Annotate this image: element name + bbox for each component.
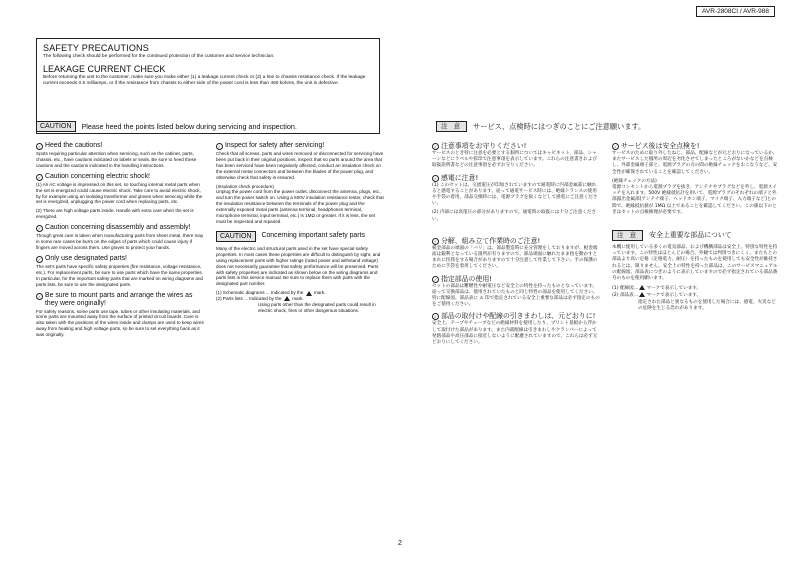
circle-check-icon: ✓ (433, 238, 438, 244)
paragraph: (2) 内部には高電圧の部分がありますので、通電時の取扱には十分ご注意ください。 (432, 210, 597, 222)
circle-check-icon: ✓ (37, 144, 42, 149)
paragraph-title: (Insulation check procedure) (216, 183, 274, 189)
caution-text: Please heed the points listed below during servicing and inspection. (81, 122, 297, 131)
list-item (612, 292, 780, 299)
caution-badge: CAUTION (216, 231, 256, 242)
paragraph: Though great care is taken when manufacturing parts from sheet metal, there may in some rare cases be burrs on the edges of parts which could cause injury if fingers are moved across them. Use gloves to protect your hands. (36, 233, 204, 250)
paragraph: The set's parts have specific safety properties (fire resistance, voltage resistance, etc.). For replacement parts, be sure to use parts which have the same properties. In particular, for the important safety parts that are marked on wiring diagrams and parts lists, be sure to use the designated parts. (36, 263, 203, 287)
circle-check-icon: ✓ (613, 144, 618, 149)
list-text: マークで表示しています。 (646, 293, 702, 299)
heading: 分解、組み立て作業時のご注意! (441, 236, 541, 245)
heading: Only use designated parts! (45, 254, 127, 262)
list-text: mark. (292, 296, 304, 302)
leakage-title: LEAKAGE CURRENT CHECK (43, 64, 166, 75)
paragraph: 指定された部品と異なるものを使用した場合には、感電、火災などの危険を生じる恐れがあります。 (638, 299, 776, 311)
safety-title: SAFETY PRECAUTIONS (43, 43, 149, 53)
list-item (612, 285, 780, 292)
paragraph: (2) There are high voltage parts inside. Handle with extra care when the set is energized. (36, 208, 194, 220)
leakage-text: Before returning the unit to the customer, make sure you make either (1) a leakage current check or (2) a line to chassis resistance check. If the leakage current exceeds 0.5 milliamps, or if the resistance from chassis to either side of the power cord is less than 460 kohms, the unit is defective. (43, 75, 366, 87)
list-text: (2) 部品表… (612, 293, 639, 299)
warning-triangle-icon (639, 285, 645, 290)
middle-column (216, 138, 384, 317)
jp-column-1 (432, 138, 600, 349)
heading: Inspect for safety after servicing! (225, 142, 325, 149)
list-text: マークで表示しています。 (646, 286, 702, 292)
safety-precautions-box (36, 38, 380, 134)
paragraph: (1) An AC voltage is impressed on this set, so touching internal metal parts when the set is energized could cause electric shock. Take care to avoid electric shock, by for example using an isolating transformer and gloves when servicing while the set is energized, unplugging the power cord when replacing parts, etc. (36, 181, 203, 205)
warning-triangle-icon (284, 296, 290, 301)
paragraph: Spots requiring particular attention when servicing, such as the cabinet, parts, chassis, etc., have cautions indicated on labels or seals. Be sure to heed these cautions and the cautions indicated in the handling instructions. (36, 151, 197, 168)
caution-badge: CAUTION (36, 121, 76, 132)
circle-check-icon: ✓ (37, 174, 42, 180)
paragraph: For safety reasons, some parts use tape, tubes or other insulating materials, and some parts are mounted away from the surface of printed circuit boards. Care is also taken with the positions of the wires inside and clamps are used to keep wires away from heating and high voltage parts, so be sure to set everything back as it was originally. (36, 308, 204, 338)
jp-important-parts-header (612, 230, 780, 241)
paragraph: セットの部品は難燃性や耐電圧など安全上の特性を持ったものとなっています。従って交換部品は、使用されていたものと同じ特性の部品を使用してください。特に配線図、部品表に ⚠ 印で指定されている安全上重要な部品は必ず指定のものをご使用ください。 (432, 283, 600, 308)
model-label: AVR-2808CI / AVR-988 (696, 6, 775, 17)
safety-intro: The following check should be performed for the continued protection of the customer and service technician. (43, 54, 275, 59)
paragraph: 電源コンセントから電源プラグを抜き、アンテナやプラグなどを外し、電源スイッチを入れます。500V 絶縁抵抗計を用いて、電源プラグのそれぞれの端子と外部露出金属部[アンテナ端子、ヘッドホン端子、マイク端子、入力端子など]との間で、絶縁抵抗値が 1MΩ 以上であることを確認してください。この値以下のときはセットの点検修理が必要です。 (612, 185, 777, 215)
circle-check-icon: ✓ (37, 226, 42, 232)
circle-check-icon: ✓ (433, 175, 438, 181)
warning-triangle-icon (639, 292, 645, 297)
paragraph: 本機に使用している多くの電気部品、および機構部品は安全上、特別な特性を持っています。この特性はほとんどの場合、外観では判別つきにくく、またもとの部品より高い定格（定格電力、耐圧）を持ったものを使用しても安全性が維持されるとは、限りません。安全上の特性を持った部品は、このサービスマニュアルの配線図、部品表につぎのように表示していますので必ず指定されている部品番号のものを使用願います。 (612, 245, 778, 282)
jp-caution-header (436, 121, 645, 132)
heading: Heed the cautions! (45, 142, 103, 149)
paragraph: サービスのために取り外したねじ、部品、配線などが元どおりになっているか、またサービスした個所の周辺を劣化させてしまったところがないかなどを点検し、外部金属端子部と、電源プラグの刃の間の絶縁チェックをおこなうなど、安全性が確保されていることを確認してください。 (612, 151, 778, 175)
caution-subtitle: Concerning important safety parts (261, 232, 365, 240)
paragraph: Unplug the power cord from the power outlet, disconnect the antenna, plugs, etc., and turn the power switch on. Using a 500V insulation resistance tester, check that the insulation resistance between the terminals of the power plug and the externally exposed metal parts (antenna terminal, headphones terminal, microphone terminal, input terminal, etc.) is 1MΩ or greater. If it is less, the set must be inspected and repaired. (216, 189, 384, 224)
heading: 注意事項をお守りください! (441, 142, 527, 150)
circle-check-icon: ✓ (433, 276, 438, 282)
circle-check-icon: ✓ (37, 256, 42, 262)
caution-important-parts (216, 231, 384, 242)
circle-check-icon: ✓ (433, 144, 438, 149)
circle-check-icon: ✓ (37, 293, 42, 299)
list-text: mark. (313, 290, 326, 296)
heading: Caution concerning disassembly and assembly! (45, 224, 191, 232)
jp-caution-subtitle: 安全上重要な部品について (649, 231, 732, 240)
heading: Caution concerning electric shock! (45, 172, 150, 180)
heading: 指定部品の使用! (441, 274, 492, 283)
heading: サービス後は安全点検を! (621, 142, 700, 150)
list-text: (2) Parts lists ... Indicated by the (216, 296, 282, 302)
paragraph: (1) このセットは、交流電圧が印加されていますので通電時に内部金属部に触れると感電することがあります。従って通電サービス時には、絶縁トランスの使用や手袋の着用、部品交換時には、電源プラグを抜くなどして感電にご注意ください。 (432, 182, 598, 207)
heading: 感電に注意! (441, 173, 479, 182)
left-column (36, 138, 204, 341)
paragraph-title: (絶縁チェックの方法) (612, 178, 657, 184)
jp-column-2 (612, 138, 780, 315)
caution-line (36, 121, 297, 132)
circle-check-icon: ✓ (433, 314, 438, 320)
paragraph: 板金部品の端面の「バリ」は、部品製造時に充分管理をしておりますが、板金端面は鋭利となっている箇所が有りますので、部品端面に触れたまま指を動かすとまれに怪我をする場合がありますので十分注意して作業して下さい。手の保護のために手袋を着用してください。 (432, 245, 598, 270)
jp-caution-badge: 注 意 (436, 121, 467, 132)
paragraph: サービスのとき特に注意を必要とする個所についてはキャビネット、部品、シャーシなどにラベルや捺印で注意事項を表示しています。これらの注意書きおよび取扱説明書などの注意事項を必ずお守りください。 (432, 151, 597, 169)
list-text: (1) Schematic diagrams ... Indicated by the (216, 290, 304, 296)
heading: 部品の取付けや配線の引きまわしは、元どおりに! (441, 312, 596, 321)
paragraph: Using parts other than the designated parts could result in electric shock, fires or other dangerous situations. (258, 302, 376, 313)
paragraph: Many of the electric and structural parts used in the set have special safety properties. In most cases these properties are difficult to distinguish by sight, and using replacement parts with higher ratings (rated power and withstand voltage) does not necessarily guarantee that safety performance will be preserved. Parts with safety properties are indicated as shown below on the wiring diagrams and parts lists is this service manual. Be sure to replace them with parts with the designated part number. (216, 245, 381, 287)
paragraph: 安全上、テープやチューブなどの絶縁材料を使用したり、プリント基板から浮かして取付けた部品があります。また内部配線は引きまわしやクランパーによって発熱部品や高圧部品に接近しないように配慮されていますので、これらは必ず元どおりにしてください。 (432, 321, 598, 346)
heading: Be sure to mount parts and arrange the wires as they were originally! (45, 291, 193, 307)
page-number: 2 (398, 540, 402, 547)
list-text: (1) 配線図… (612, 286, 639, 292)
jp-caution-text: サービス、点検時にはつぎのことにご注意願います。 (473, 121, 646, 131)
circle-check-icon: ✓ (217, 144, 222, 149)
jp-caution-badge: 注 意 (612, 230, 643, 241)
paragraph: Check that all screws, parts and wires removed or disconnected for servicing have been put back in their original positions, inspect that no parts around the area that has been serviced have been negatively affected, conduct an insulation check on the external metal connectors and between the blades of the power plug, and otherwise check that safety is ensured. (216, 151, 384, 180)
warning-triangle-icon (306, 291, 312, 296)
